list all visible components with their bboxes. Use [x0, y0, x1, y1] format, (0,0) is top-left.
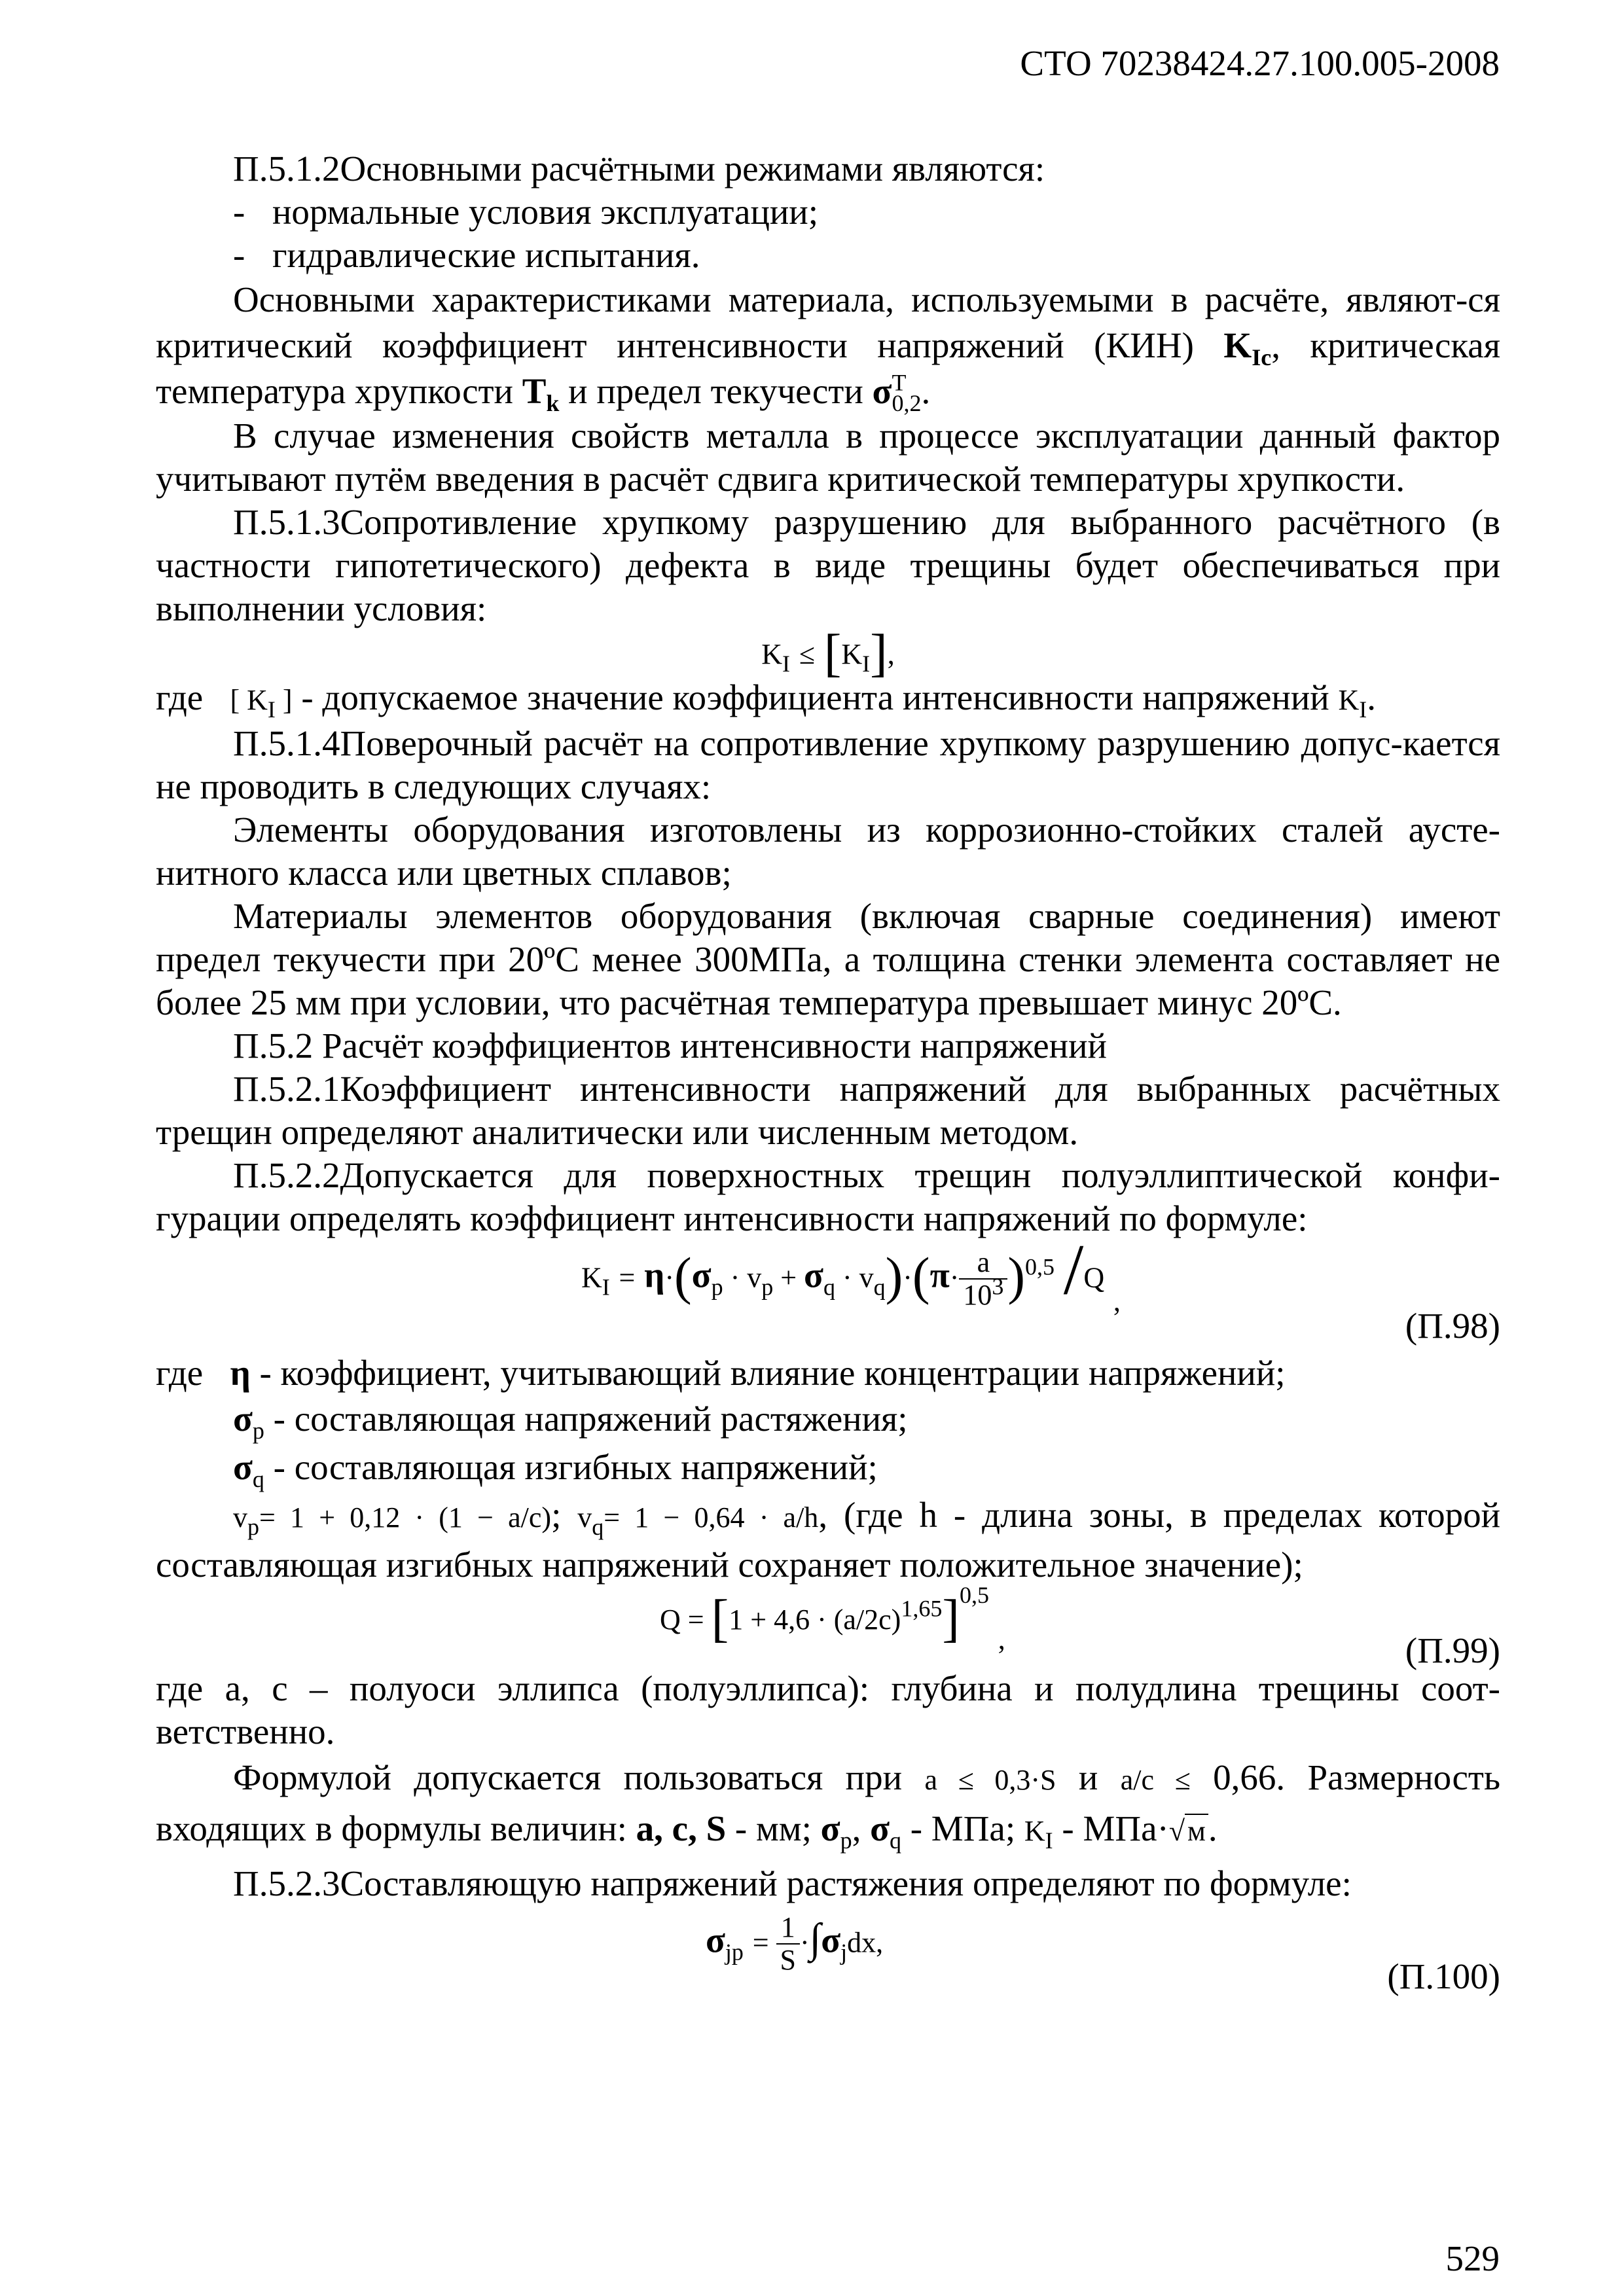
section-5-2-title: П.5.2 Расчёт коэффициентов интенсивности напряжений	[233, 1026, 1107, 1066]
section-5-2-1-paragraph: П.5.2.1Коэффициент интенсивности напряжений для выбранных расчётных трещин определяют аналитически или численным методом.	[156, 1069, 1500, 1152]
definition-v-coefficients: $v_p= 1 + 0,12 \cdot (1 - a/c)$; $v_q= 1 - 0,64 \cdot a/h$, (где h - длина зоны, в пределах которой составляющая изгибных напряжений сохраняет положительное значение);	[156, 1495, 1501, 1585]
material-characteristics-paragraph: Основными характеристиками материала, используемыми в расчёте, являют-ся критический коэффициент интенсивности напряжений (КИН) $K_{Ic}$, критическая температура хрупкости $T_k$ и предел текучести $\sigma^T_{0,2}$.	[156, 279, 1501, 416]
semi-axes-definition: где a, c – полуоси эллипса (полуэллипса): глубина и полудлина трещины соот-ветственно.	[156, 1668, 1500, 1751]
formula-number: (П.99)	[1405, 1630, 1500, 1670]
formula-p98-expression: $K_I = \eta\cdot(\sigma_p \cdot v_p + \sigma_q \cdot v_q)\cdot(\pi\cdot$ $\frac{a}{10^3}$ )$^{0,5}$ /Q $_,$	[581, 1229, 1121, 1318]
paragraph-text: и предел текучести	[568, 371, 863, 411]
allowable-kin-definition: где [ $K_I$ ] - допускаемое значение коэффициента интенсивности напряжений $K_I$.	[156, 677, 1376, 723]
list-item-text: нормальные условия эксплуатации;	[272, 192, 819, 232]
list-item: - гидравлические испытания.	[233, 235, 700, 275]
page-content	[156, 147, 1500, 1997]
section-5-2-3-paragraph: П.5.2.3Составляющую напряжений растяжения определяют по формуле:	[233, 1863, 1352, 1903]
paragraph-text: , критическая температура хрупкости	[156, 325, 1501, 411]
definition-eta: где η - коэффициент, учитывающий влияние концентрации напряжений;	[156, 1353, 1286, 1393]
section-5-1-4-paragraph: П.5.1.4Поверочный расчёт на сопротивление хрупкому разрушению допус-кается не проводить в следующих случаях:	[156, 723, 1500, 806]
applicability-conditions: Формулой допускается пользоваться при a ≤ 0,3·S и a/c ≤ 0,66. Размерность входящих в формулы величин: a, c, S - мм; $\sigma_p$, $\sigma_q$ - МПа; $K_I - МПа\cdot√м$.	[156, 1757, 1501, 1854]
section-5-2-2-paragraph: П.5.2.2Допускается для поверхностных трещин полуэллиптической конфи-гурации определять коэффициент интенсивности напряжений по формуле:	[156, 1155, 1500, 1238]
list-item-text: гидравлические испытания.	[272, 235, 700, 275]
exception-case-1: Элементы оборудования изготовлены из коррозионно-стойких сталей аусте-нитного класса или цветных сплавов;	[156, 810, 1500, 893]
formula-p100	[156, 1905, 1500, 1997]
section-5-1-3-paragraph: П.5.1.3Сопротивление хрупкому разрушению для выбранного расчётного (в частности гипотетического) дефекта в виде трещины будет обеспечиваться при выполнении условия:	[156, 502, 1500, 628]
document-code: СТО 70238424.27.100.005-2008	[1020, 43, 1500, 83]
definition-sigma-q: $\sigma_q$ - составляющая изгибных напряжений;	[233, 1447, 878, 1492]
metal-properties-paragraph: В случае изменения свойств металла в процессе эксплуатации данный фактор учитывают путём введения в расчёт сдвига критической температуры хрупкости.	[156, 416, 1500, 499]
formula-p99-expression: $Q = [1 + 4,6 \cdot (a/2c)^{1,65}]^{0,5}$ $_,$	[660, 1582, 1005, 1655]
formula-p100-expression: $\sigma_{jp}$ = $\frac{1}{S}$ $\cdot\int\sigma_jdx$,	[706, 1911, 884, 1976]
exception-case-2: Материалы элементов оборудования (включая сварные соединения) имеют предел текучести при 20ºС менее 300МПа, а толщина стенки элемента составляет не более 25 мм при условии, что расчётная температура превышает минус 20ºС.	[156, 896, 1500, 1022]
list-item: - нормальные условия эксплуатации;	[233, 192, 819, 232]
page-number: 529	[1445, 2238, 1500, 2278]
symbol-sigma-yield: $\sigma^T_{0,2}$	[872, 369, 922, 416]
section-5-1-2-intro: П.5.1.2Основными расчётными режимами являются:	[233, 149, 1045, 188]
symbol-t-k: $T_k$	[522, 371, 560, 416]
formula-p99	[156, 1582, 1500, 1670]
formula-number: (П.98)	[1405, 1306, 1500, 1346]
symbol-k-ic: $K_{Ic}$	[1223, 325, 1272, 370]
formula-number: (П.100)	[1387, 1956, 1500, 1996]
paragraph-text: Основными характеристиками материала, используемыми в расчёте, являют-ся критический коэффициент интенсивности напряжений (КИН)	[156, 279, 1500, 365]
definition-sigma-p: $\sigma_p$ - составляющая напряжений растяжения;	[233, 1399, 908, 1444]
condition-formula: $K_I \le [K_I]$,	[761, 624, 895, 682]
formula-p98	[156, 1229, 1500, 1352]
